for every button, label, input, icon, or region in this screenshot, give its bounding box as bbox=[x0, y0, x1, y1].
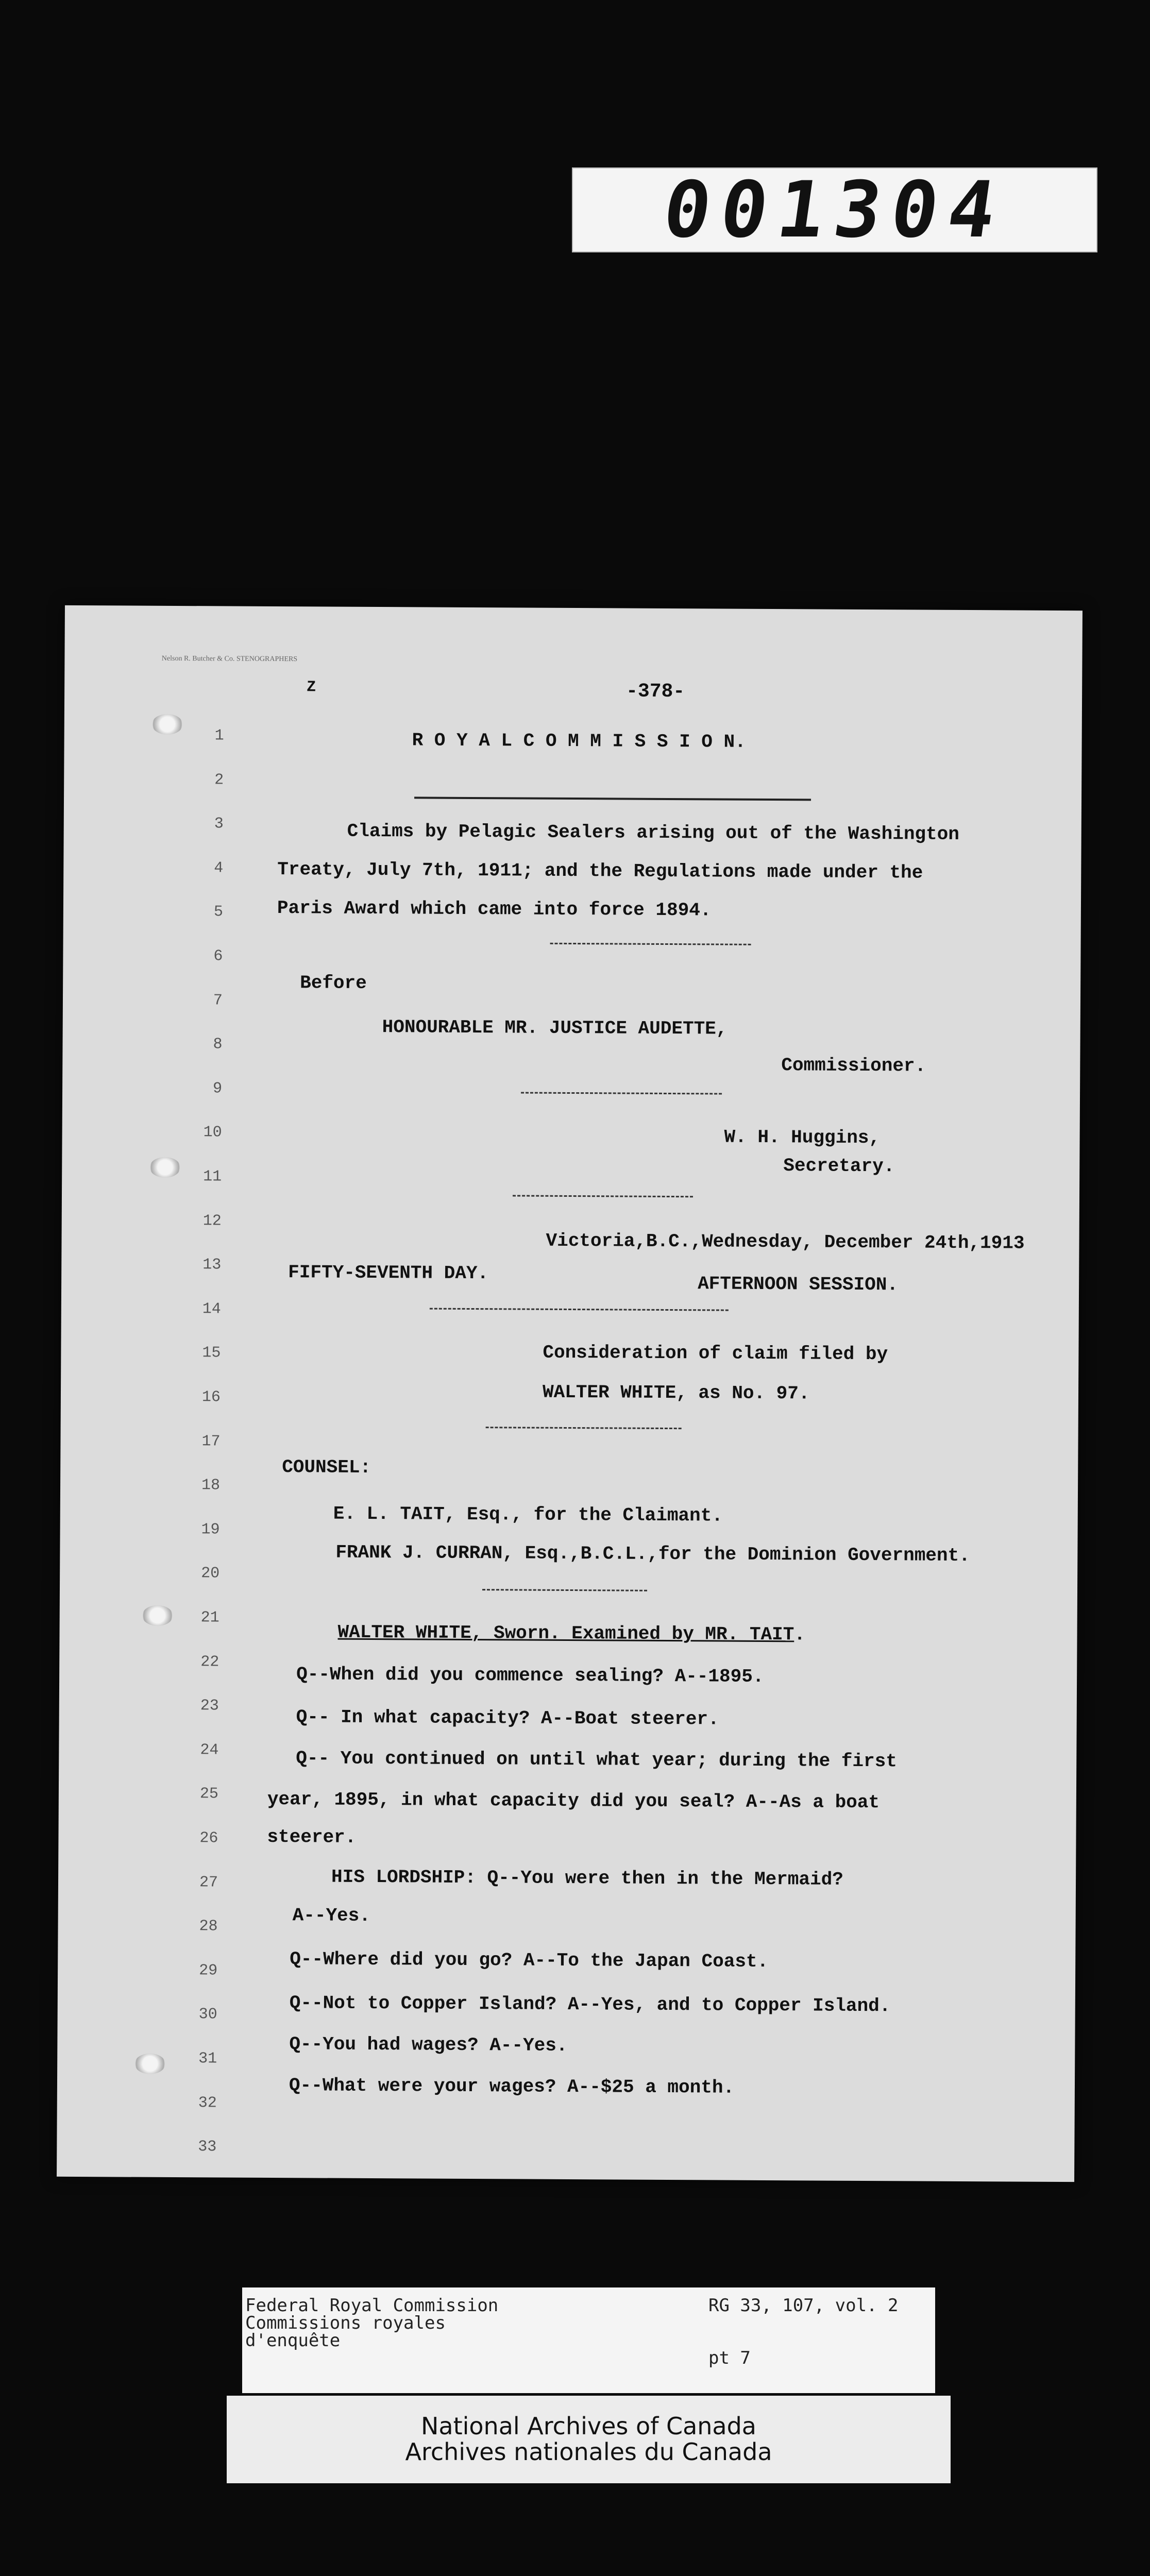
lordship-answer: A--Yes. bbox=[292, 1905, 371, 1926]
frame-number: 001304 bbox=[657, 165, 1012, 255]
line-number: 9 bbox=[212, 1080, 223, 1098]
record-group-reference: RG 33, 107, vol. 2 bbox=[708, 2295, 899, 2316]
separator bbox=[482, 1589, 647, 1591]
separator bbox=[430, 1308, 729, 1311]
secretary-name: W. H. Huggins, bbox=[724, 1126, 881, 1149]
line-number: 10 bbox=[203, 1124, 222, 1142]
punch-hole bbox=[134, 2054, 165, 2074]
line-number: 7 bbox=[213, 991, 223, 1010]
witness-sworn: WALTER WHITE, Sworn. Examined by MR. TAIT. bbox=[337, 1621, 806, 1646]
counsel-government: FRANK J. CURRAN, Esq.,B.C.L.,for the Dominion Government. bbox=[335, 1541, 970, 1567]
separator bbox=[513, 1195, 693, 1197]
testimony-q5: Q--Not to Copper Island? A--Yes, and to Copper Island. bbox=[289, 1992, 891, 2017]
line-number: 11 bbox=[203, 1168, 222, 1186]
testimony-q6: Q--You had wages? A--Yes. bbox=[289, 2033, 568, 2056]
testimony-q2: Q-- In what capacity? A--Boat steerer. bbox=[296, 1706, 719, 1730]
line-number: 16 bbox=[201, 1388, 221, 1406]
counsel-claimant: E. L. TAIT, Esq., for the Claimant. bbox=[333, 1503, 723, 1527]
line-number: 17 bbox=[201, 1432, 221, 1451]
line-number: 27 bbox=[199, 1873, 218, 1892]
line-number: 25 bbox=[199, 1785, 219, 1803]
line-number: 23 bbox=[200, 1697, 219, 1715]
line-number: 4 bbox=[214, 859, 224, 877]
separator bbox=[550, 943, 751, 945]
line-number: 32 bbox=[198, 2094, 217, 2112]
line-number: 30 bbox=[198, 2006, 217, 2024]
line-number: 21 bbox=[200, 1609, 219, 1627]
claims-line-2: Treaty, July 7th, 1911; and the Regulations made under the bbox=[277, 859, 923, 884]
commissioner-title: Commissioner. bbox=[781, 1055, 926, 1077]
archive-name-en: National Archives of Canada bbox=[420, 2412, 756, 2440]
line-number: 24 bbox=[200, 1741, 219, 1759]
line-number: 15 bbox=[202, 1344, 221, 1362]
archive-reference-label bbox=[242, 2287, 935, 2393]
line-number: 5 bbox=[213, 903, 223, 921]
testimony-q4: Q--Where did you go? A--To the Japan Coast. bbox=[290, 1948, 769, 1973]
part-number: pt 7 bbox=[708, 2348, 751, 2368]
testimony-q3-line3: steerer. bbox=[267, 1826, 357, 1848]
line-number: 14 bbox=[202, 1300, 221, 1318]
frame-number-label bbox=[572, 165, 1097, 255]
testimony-q1: Q--When did you commence sealing? A--1895. bbox=[296, 1664, 764, 1687]
commission-names: Federal Royal Commission Commissions royales d'enquête bbox=[245, 2295, 499, 2351]
separator bbox=[521, 1092, 722, 1094]
line-number: 19 bbox=[201, 1521, 220, 1539]
line-number: 2 bbox=[214, 771, 224, 789]
line-number: 29 bbox=[199, 1962, 218, 1980]
lordship-question: HIS LORDSHIP: Q--You were then in the Mermaid? bbox=[331, 1866, 843, 1890]
archive-name-label bbox=[227, 2396, 951, 2483]
line-number: 8 bbox=[213, 1036, 223, 1054]
punch-hole bbox=[149, 1157, 180, 1178]
title-rule bbox=[414, 796, 811, 801]
secretary-title: Secretary. bbox=[783, 1155, 895, 1177]
page-letter: Z bbox=[307, 679, 316, 697]
page-number: -378- bbox=[626, 680, 685, 703]
line-number: 13 bbox=[202, 1256, 222, 1274]
line-number: 3 bbox=[214, 815, 224, 833]
punch-hole bbox=[142, 1605, 173, 1626]
day-label: FIFTY-SEVENTH DAY. bbox=[288, 1262, 489, 1284]
punch-hole bbox=[152, 714, 183, 735]
claims-line-3: Paris Award which came into force 1894. bbox=[277, 897, 712, 921]
line-number: 20 bbox=[201, 1565, 220, 1583]
stenographer-letterhead: Nelson R. Butcher & Co. STENOGRAPHERS bbox=[161, 654, 298, 664]
line-number: 28 bbox=[199, 1918, 218, 1936]
session-date: Victoria,B.C.,Wednesday, December 24th,1913 bbox=[546, 1230, 1025, 1254]
document-page bbox=[57, 605, 1083, 2182]
consideration-text: Consideration of claim filed by bbox=[543, 1342, 888, 1365]
before-label: Before bbox=[300, 972, 367, 994]
claims-line-1: Claims by Pelagic Sealers arising out of the Washington bbox=[347, 820, 960, 845]
line-number: 18 bbox=[201, 1477, 221, 1495]
line-number: 1 bbox=[214, 727, 224, 745]
line-number: 6 bbox=[213, 947, 223, 965]
line-number: 22 bbox=[200, 1653, 219, 1671]
testimony-q3-line2: year, 1895, in what capacity did you seal? A--As a boat bbox=[267, 1788, 880, 1814]
testimony-q3-line1: Q-- You continued on until what year; during the first bbox=[296, 1748, 897, 1772]
session-label: AFTERNOON SESSION. bbox=[698, 1273, 899, 1296]
line-number: 26 bbox=[199, 1829, 218, 1848]
line-number: 31 bbox=[198, 2050, 217, 2068]
testimony-q7: Q--What were your wages? A--$25 a month. bbox=[289, 2075, 735, 2098]
line-number: 33 bbox=[198, 2138, 217, 2156]
claimant-name: WALTER WHITE, as No. 97. bbox=[542, 1381, 810, 1404]
line-number: 12 bbox=[202, 1212, 222, 1230]
document-title: R O Y A L C O M M I S S I O N. bbox=[412, 730, 746, 753]
archive-name-fr: Archives nationales du Canada bbox=[405, 2438, 772, 2466]
counsel-heading: COUNSEL: bbox=[282, 1456, 371, 1478]
justice-name: HONOURABLE MR. JUSTICE AUDETTE, bbox=[382, 1016, 728, 1040]
separator bbox=[486, 1427, 682, 1429]
